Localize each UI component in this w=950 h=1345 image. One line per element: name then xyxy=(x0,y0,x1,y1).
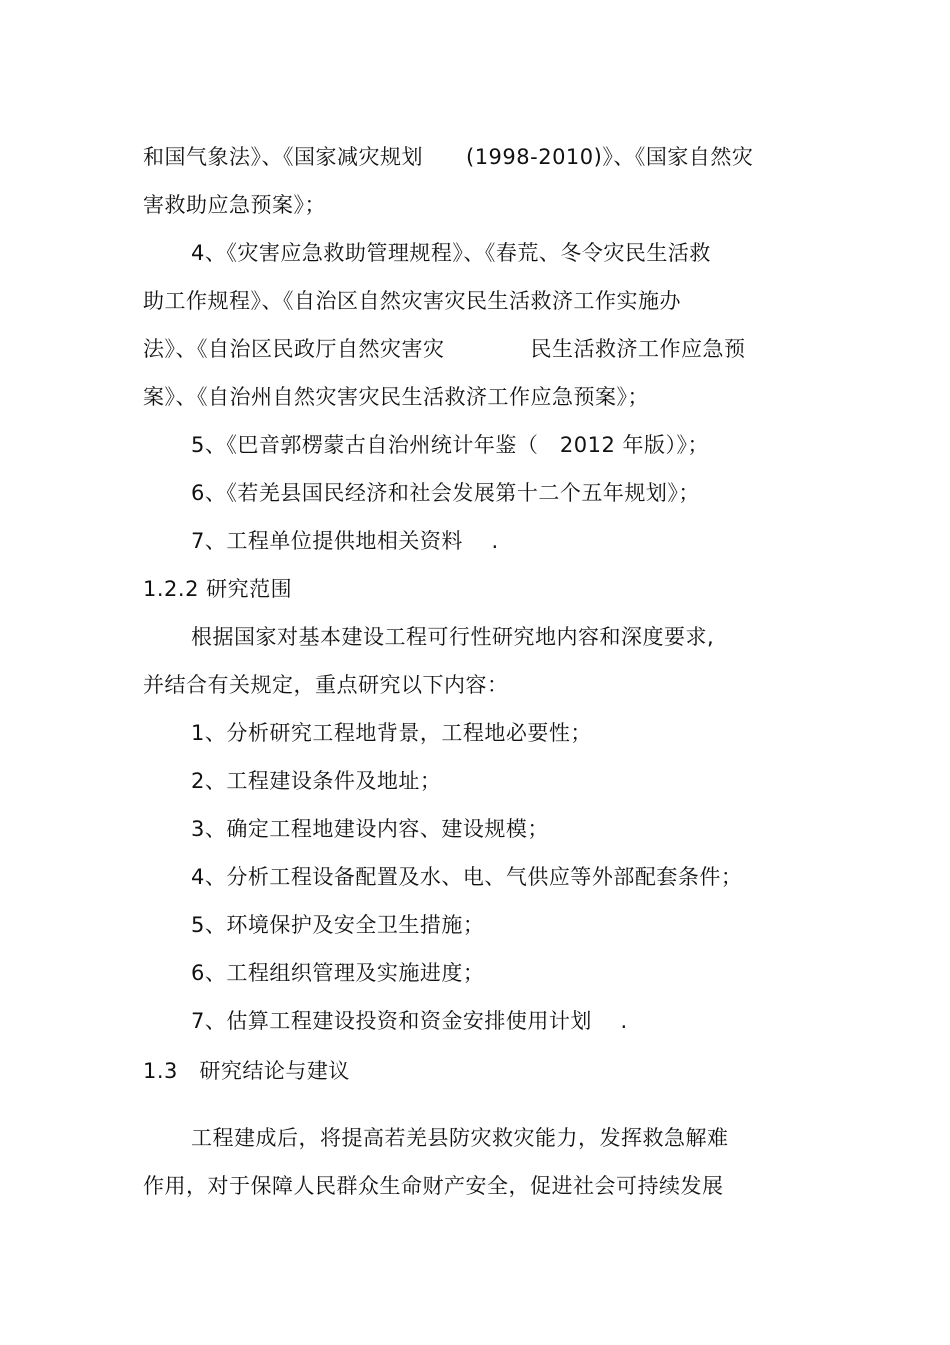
paragraph-line: 工程建成后，将提高若羌县防灾救灾能力，发挥救急解难 xyxy=(191,1126,729,1150)
list-item: 7、工程单位提供地相关资料 . xyxy=(191,529,499,553)
section-heading: 1.2.2 研究范围 xyxy=(143,577,293,601)
paragraph-line: 根据国家对基本建设工程可行性研究地内容和深度要求, xyxy=(191,625,715,649)
list-item: 6、《若羌县国民经济和社会发展第十二个五年规划》； xyxy=(191,481,700,505)
paragraph-line: 并结合有关规定，重点研究以下内容： xyxy=(143,673,509,697)
list-item: 5、环境保护及安全卫生措施； xyxy=(191,913,485,937)
text-line: 案》、《自治州自然灾害灾民生活救济工作应急预案》； xyxy=(143,385,649,409)
list-item: 2、工程建设条件及地址； xyxy=(191,769,442,793)
paragraph-line: 作用，对于保障人民群众生命财产安全，促进社会可持续发展 xyxy=(143,1174,724,1198)
list-item: 7、估算工程建设投资和资金安排使用计划 . xyxy=(191,1009,628,1033)
list-item: 4、《灾害应急救助管理规程》、《春荒、冬令灾民生活救 xyxy=(191,241,711,265)
text-line: 法》、《自治区民政厅自然灾害灾 民生活救济工作应急预 xyxy=(143,337,746,361)
list-item: 5、《巴音郭楞蒙古自治州统计年鉴（ 2012 年版）》； xyxy=(191,433,709,457)
list-item: 3、确定工程地建设内容、建设规模； xyxy=(191,817,549,841)
text-line: 助工作规程》、《自治区自然灾害灾民生活救济工作实施办 xyxy=(143,289,681,313)
list-item: 4、分析工程设备配置及水、电、气供应等外部配套条件； xyxy=(191,865,743,889)
list-item: 1、分析研究工程地背景，工程地必要性； xyxy=(191,721,592,745)
list-item: 6、工程组织管理及实施进度； xyxy=(191,961,485,985)
section-heading: 1.3 研究结论与建议 xyxy=(143,1059,350,1083)
text-line: 害救助应急预案》； xyxy=(143,193,326,217)
text-line: 和国气象法》、《国家减灾规划 (1998-2010)》、《国家自然灾 xyxy=(143,145,754,169)
